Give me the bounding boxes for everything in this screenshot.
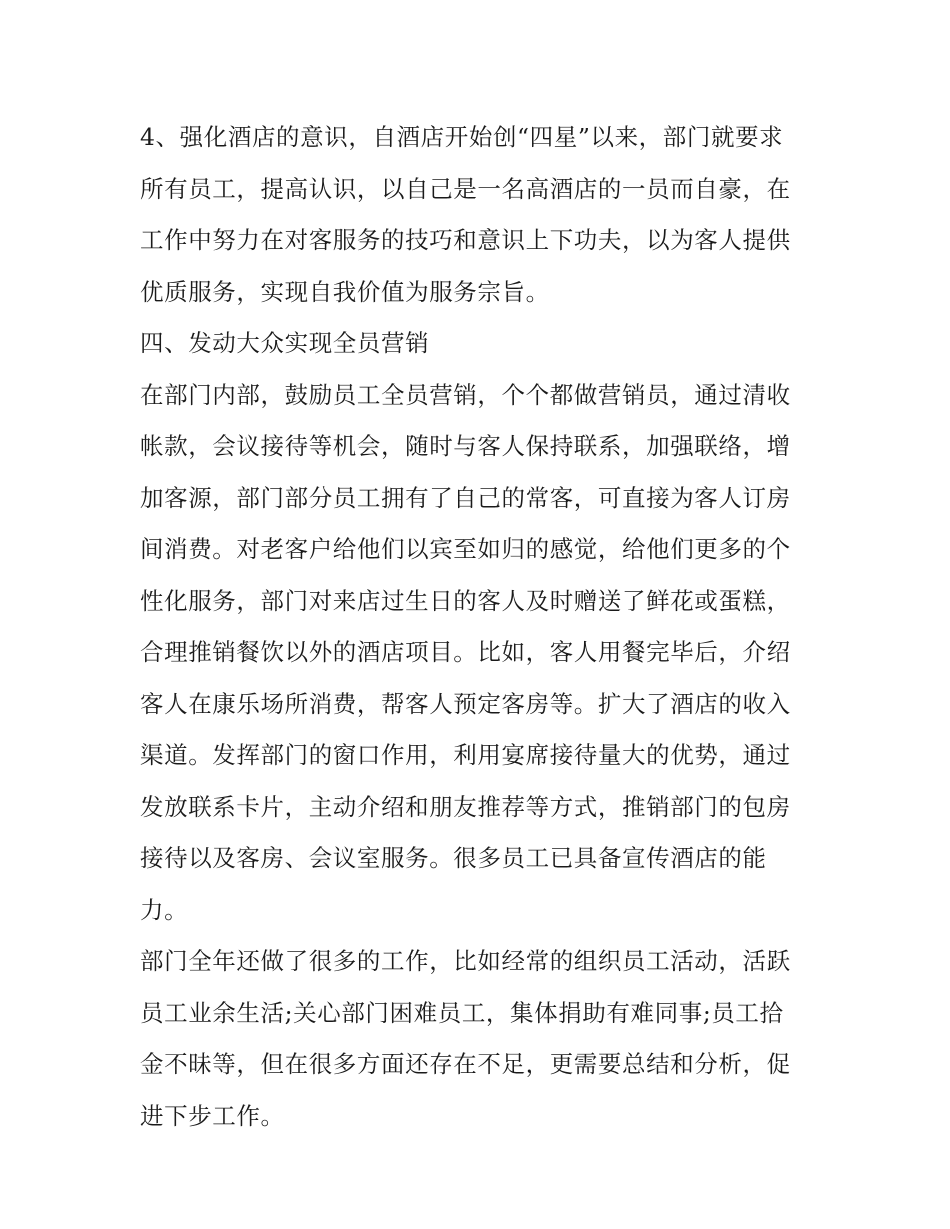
section-heading: 四、发动大众实现全员营销 bbox=[140, 329, 430, 357]
text-line: 所有员工，提高认识，以自己是一名高酒店的一员而自豪，在 bbox=[140, 174, 791, 203]
text-line: 进下步工作。 bbox=[140, 1101, 285, 1130]
text-line: 性化服务，部门对来店过生日的客人及时赠送了鲜花或蛋糕， bbox=[140, 586, 791, 615]
text-line: 部门全年还做了很多的工作，比如经常的组织员工活动，活跃 bbox=[140, 947, 791, 975]
text-line: 间消费。对老客户给他们以宾至如归的感觉，给他们更多的个 bbox=[140, 535, 791, 563]
text-line: 渠道。发挥部门的窗口作用，利用宴席接待量大的优势，通过 bbox=[140, 741, 791, 769]
text-line: 发放联系卡片，主动介绍和朋友推荐等方式，推销部门的包房 bbox=[140, 792, 791, 821]
text-line: 员工业余生活;关心部门困难员工，集体捐助有难同事;员工拾 bbox=[140, 998, 784, 1027]
document-body bbox=[140, 112, 820, 1142]
text-line: 优质服务，实现自我价值为服务宗旨。 bbox=[140, 277, 550, 306]
text-line: 力。 bbox=[140, 895, 189, 924]
text-line: 金不昧等，但在很多方面还存在不足，更需要总结和分析，促 bbox=[140, 1050, 791, 1078]
text-line: 合理推销餐饮以外的酒店项目。比如，客人用餐完毕后，介绍 bbox=[140, 638, 791, 666]
text-line: 帐款，会议接待等机会，随时与客人保持联系，加强联络，增 bbox=[140, 432, 791, 460]
text-line: 4、强化酒店的意识，自酒店开始创“四星”以来，部门就要求 bbox=[140, 123, 784, 151]
text-line: 在部门内部，鼓励员工全员营销，个个都做营销员，通过清收 bbox=[140, 380, 791, 409]
text-line: 工作中努力在对客服务的技巧和意识上下功夫，以为客人提供 bbox=[140, 226, 791, 254]
text-line: 客人在康乐场所消费，帮客人预定客房等。扩大了酒店的收入 bbox=[140, 689, 791, 718]
text-line: 接待以及客房、会议室服务。很多员工已具备宣传酒店的能 bbox=[140, 844, 767, 872]
text-line: 加客源，部门部分员工拥有了自己的常客，可直接为客人订房 bbox=[140, 483, 791, 512]
